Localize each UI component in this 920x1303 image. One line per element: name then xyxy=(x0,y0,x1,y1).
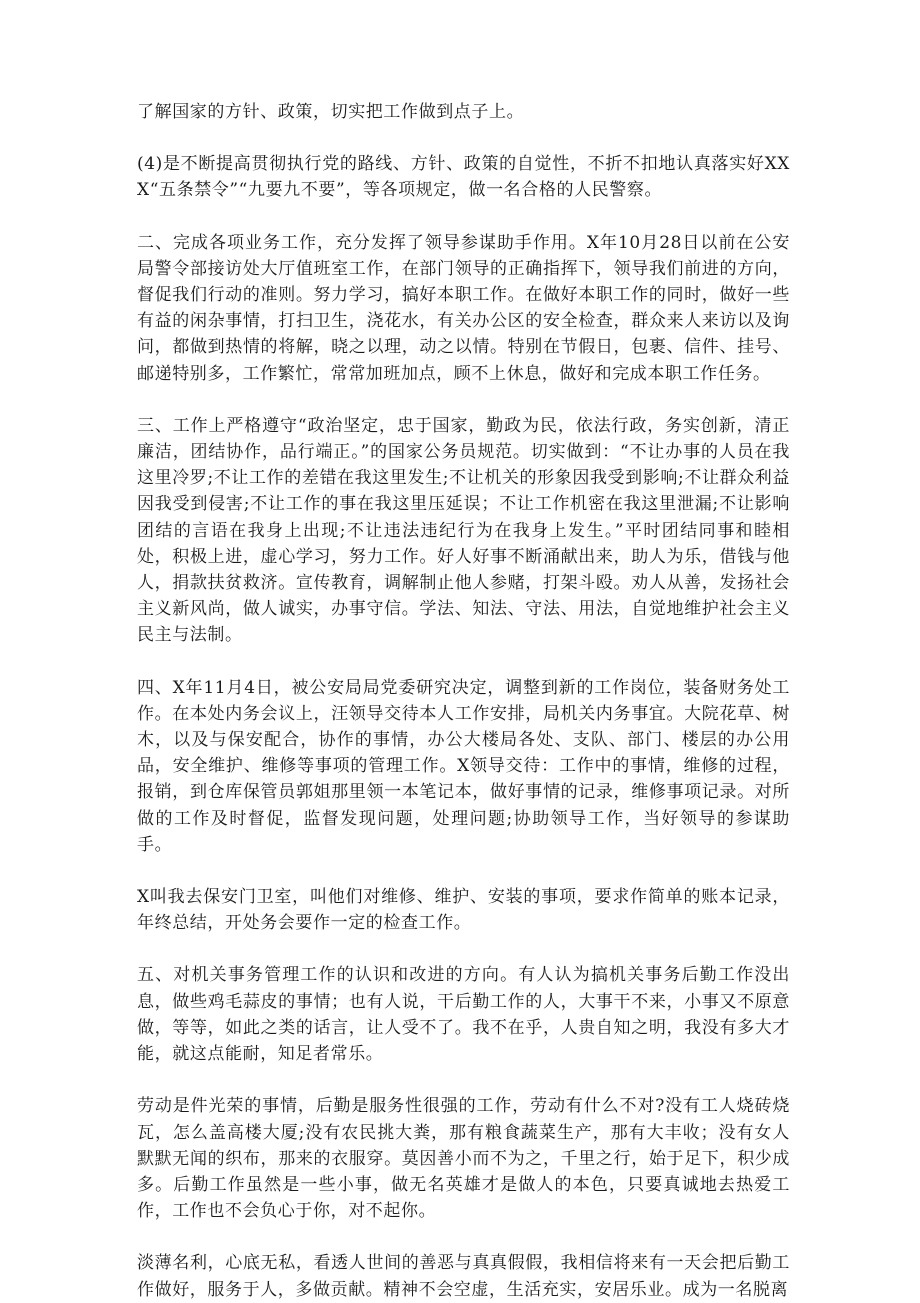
paragraph-2: (4)是不断提高贯彻执行党的路线、方针、政策的自觉性，不折不扣地认真落实好XXX“五条禁令”“九要九不要”，等各项规定，做一名合格的人民警察。 xyxy=(137,154,790,201)
paragraph-9: 淡薄名利，心底无私，看透人世间的善恶与真真假假，我相信将来有一天会把后勤工作做好，服务于人，多做贡献。精神不会空虚，生活充实，安居乐业。成为一名脱离 xyxy=(137,1253,790,1300)
paragraph-4: 三、工作上严格遵守“政治坚定，忠于国家，勤政为民，依法行政，务实创新，清正廉洁，团结协作，品行端正。”的国家公务员规范。切实做到：“不让办事的人员在我这里冷罗;不让工作的差错在我这里发生;不让机关的形象因我受到影响;不让群众利益因我受到侵害;不让工作的事在我这里压延误；不让工作机密在我这里泄漏;不让影响团结的言语在我身上出现;不让违法违纪行为在我身上发生。”平时团结同事和睦相处，积极上进，虚心学习，努力工作。好人好事不断涌献出来，助人为乐，借钱与他人，捐款扶贫救济。宣传教育，调解制止他人参赌，打架斗殴。劝人从善，发扬社会主义新风尚，做人诚实，办事守信。学法、知法、守法、用法，自觉地维护社会主义民主与法制。 xyxy=(137,415,790,646)
paragraph-1: 了解国家的方针、政策，切实把工作做到点子上。 xyxy=(137,102,525,122)
paragraph-5: 四、X年11月4日，被公安局局党委研究决定，调整到新的工作岗位，装备财务处工作。在本处内务会议上，汪领导交待本人工作安排，局机关内务事宜。大院花草、树木，以及与保安配合，协作的事情，办公大楼局各处、支队、部门、楼层的办公用品，安全维护、维修等事项的管理工作。X领导交待：工作中的事情，维修的过程，报销，到仓库保管员郭姐那里领一本笔记本，做好事情的记录，维修事项记录。对所做的工作及时督促，监督发现问题，处理问题;协助领导工作，当好领导的参谋助手。 xyxy=(137,677,790,855)
paragraph-6: X叫我去保安门卫室，叫他们对维修、维护、安装的事项，要求作简单的账本记录，年终总结，开处务会要作一定的检查工作。 xyxy=(137,887,790,934)
paragraph-8: 劳动是件光荣的事情，后勤是服务性很强的工作，劳动有什么不对?没有工人烧砖烧瓦，怎么盖高楼大厦;没有农民挑大粪，那有粮食蔬菜生产，那有大丰收；没有女人默默无闻的织布，那来的衣服穿。莫因善小而不为之，千里之行，始于足下，积少成多。后勤工作虽然是一些小事，做无名英雄才是做人的本色，只要真诚地去热爱工作，工作也不会负心于你，对不起你。 xyxy=(137,1096,790,1222)
paragraph-3: 二、完成各项业务工作，充分发挥了领导参谋助手作用。X年10月28日以前在公安局警令部接访处大厅值班室工作，在部门领导的正确指挥下，领导我们前进的方向，督促我们行动的准则。努力学习，搞好本职工作。在做好本职工作的同时，做好一些有益的闲杂事情，打扫卫生，浇花水，有关办公区的安全检查，群众来人来访以及询问，都做到热情的将解，晓之以理，动之以情。特别在节假日，包裹、信件、挂号、邮递特别多，工作繁忙，常常加班加点，顾不上休息，做好和完成本职工作任务。 xyxy=(137,232,790,384)
paragraph-7: 五、对机关事务管理工作的认识和改进的方向。有人认为搞机关事务后勤工作没出息，做些鸡毛蒜皮的事情；也有人说，干后勤工作的人，大事干不来，小事又不原意做，等等，如此之类的话言，让人受不了。我不在乎，人贵自知之明，我没有多大才能，就这点能耐，知足者常乐。 xyxy=(137,965,790,1065)
